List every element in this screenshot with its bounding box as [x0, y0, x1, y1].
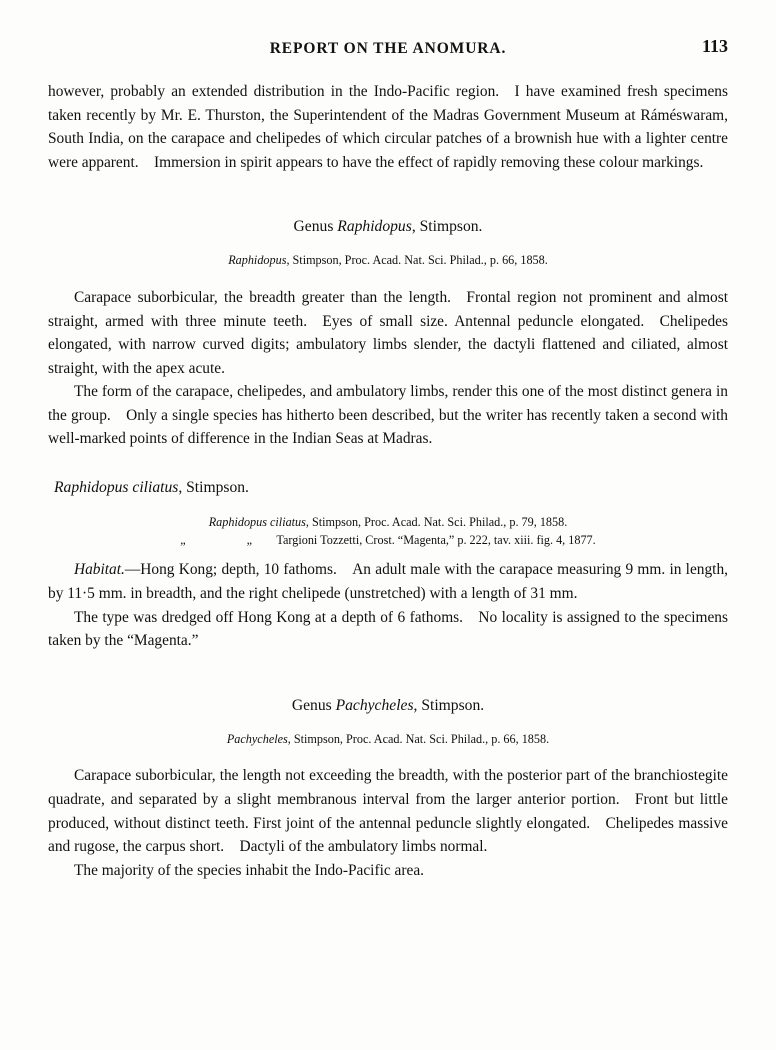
running-head	[48, 36, 728, 66]
spacer	[48, 653, 728, 697]
spacer	[48, 497, 728, 513]
genus-heading-pre: Genus	[291, 696, 336, 714]
genus-reference-raphidopus	[48, 252, 728, 270]
paragraph-genus-description: Carapace suborbicular, the breadth greater than the length. Frontal region not prominent and almost straight, armed with three minute teeth. Eyes of small size. Antennal peduncle elongated. Chelipedes elongated, with narrow curved digits; ambulatory limbs slender, the dactyli flattened and ciliated, almost straight, with the apex acute.	[48, 288, 728, 377]
reference-name: Pachycheles	[226, 731, 288, 746]
genus-heading-name: Raphidopus	[337, 218, 412, 236]
genus-heading-post: , Stimpson.	[411, 218, 483, 236]
habitat-text: —Hong Kong; depth, 10 fathoms. An adult male with the carapace measuring 9 mm. in length, by 11·5 mm. in breadth, and the right chelipede (unstretched) with a length of 31 mm.	[48, 561, 728, 603]
habitat-label: Habitat.	[74, 561, 125, 579]
genus-heading-raphidopus	[48, 218, 728, 236]
reference-rest: , Stimpson, Proc. Acad. Nat. Sci. Philad., p. 66, 1858.	[286, 253, 548, 268]
spacer	[48, 270, 728, 286]
genus-reference-pachycheles	[48, 731, 728, 749]
spacer	[48, 174, 728, 218]
genus-heading-name: Pachycheles	[335, 696, 414, 714]
page-number: 113	[701, 36, 728, 56]
species-heading-raphidopus-ciliatus	[48, 479, 728, 497]
paragraph-type-locality: The type was dredged off Hong Kong at a depth of 6 fathoms. No locality is assigned to the specimens taken by the “Magenta.”	[48, 608, 728, 650]
species-reference-line-1	[48, 513, 728, 531]
paragraph-genus-remarks: The form of the carapace, chelipedes, and ambulatory limbs, render this one of the most distinct genera in the group. Only a single species has hitherto been described, but the writer has recently taken a second with well-marked points of difference in the Indian Seas at Madras.	[48, 383, 728, 448]
genus-heading-pre: Genus	[293, 218, 338, 236]
paragraph-habitat	[48, 558, 728, 605]
genus-heading-post: , Stimpson.	[413, 696, 485, 714]
species-reference-block	[48, 513, 728, 550]
spacer	[48, 748, 728, 764]
species-reference-line-2: „ „ Targioni Tozzetti, Crost. “Magenta,” p. 222, tav. xiii. fig. 4, 1877.	[180, 533, 596, 548]
spacer	[48, 715, 728, 731]
spacer	[48, 236, 728, 252]
genus-heading-pachycheles	[48, 697, 728, 715]
spacer	[48, 549, 728, 558]
reference-name: Raphidopus ciliatus	[208, 514, 306, 529]
paragraph-continuation: however, probably an extended distribution in the Indo-Pacific region. I have examined fresh specimens taken recently by Mr. E. Thurston, the Superintendent of the Madras Government Museum at Ráméswaram, South India, on the carapace and chelipedes of which circular patches of a brownish hue with a lighter centre were apparent. Immersion in spirit appears to have the effect of rapidly removing these colour markings.	[48, 83, 728, 171]
spacer	[48, 451, 728, 479]
reference-name: Raphidopus	[228, 253, 287, 268]
reference-rest: , Stimpson, Proc. Acad. Nat. Sci. Philad., p. 66, 1858.	[287, 731, 550, 746]
running-head-title: REPORT ON THE ANOMURA.	[269, 40, 507, 57]
paragraph-pachycheles-distribution: The majority of the species inhabit the Indo-Pacific area.	[74, 861, 425, 879]
species-heading-name: Raphidopus ciliatus	[54, 478, 179, 496]
paragraph-pachycheles-description: Carapace suborbicular, the length not exceeding the breadth, with the posterior part of the branchiostegite quadrate, and separated by a slight membranous interval from the larger anterior portion. Front but little produced, without distinct teeth. First joint of the antennal peduncle slightly elongated. Chelipedes massive and rugose, the carpus short. Dactyli of the ambulatory limbs normal.	[48, 767, 728, 856]
reference-rest: , Stimpson, Proc. Acad. Nat. Sci. Philad., p. 79, 1858.	[305, 514, 568, 529]
page-content	[48, 36, 728, 882]
species-heading-post: , Stimpson.	[178, 478, 249, 496]
